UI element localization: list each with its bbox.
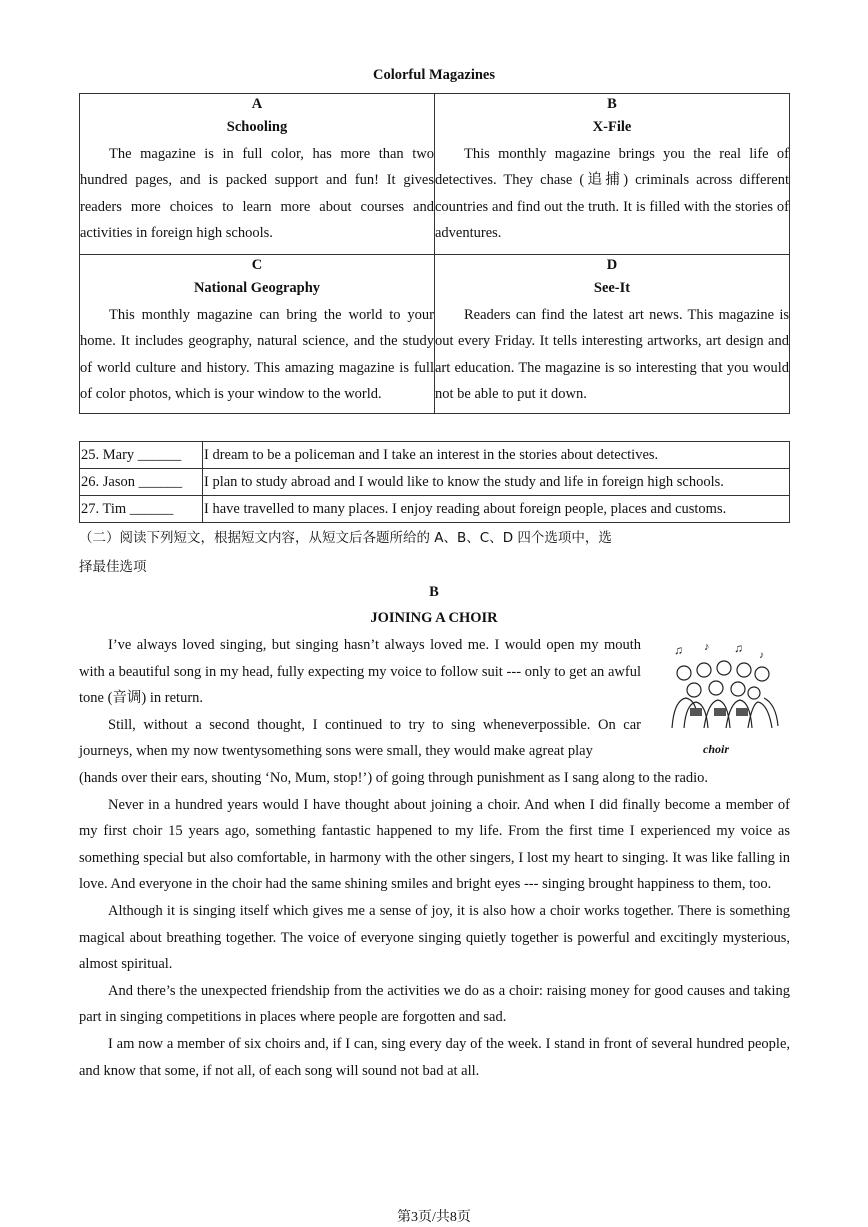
choir-illustration: [654, 638, 788, 738]
magazine-letter: C: [251, 257, 263, 273]
matching-row: [80, 469, 790, 496]
article-paragraph: Never in a hundred years would I have thought about joining a choir. And when I did finally become a member of my first choir 15 years ago, something fantastic happened to my life. From the first time I experienced my voice as something special but also comfortable, in harmony with the other singers, I lost my heart to singing. It was like falling in love. And everyone in the choir had the same shining smiles and bright eyes --- singing brought happiness to them, too.: [79, 796, 790, 893]
image-caption: choir: [703, 742, 730, 756]
person-statement: I dream to be a policeman and I take an interest in the stories about detectives.: [203, 442, 790, 469]
magazine-name: Schooling: [226, 119, 288, 135]
instruction-line: 择最佳选项: [79, 559, 147, 575]
article-paragraph: I’ve always loved singing, but singing hasn’t always loved me. I would open my mouth with a beautiful song in my head, fully expecting my voice to follow suit --- only to get an awful tone (音调) in return.: [79, 637, 641, 707]
magazine-cell-c: [80, 255, 435, 414]
magazine-letter: D: [606, 257, 618, 273]
person-statement: I have travelled to many places. I enjoy reading about foreign people, places and customs.: [203, 496, 790, 523]
instruction-line: （二）阅读下列短文，根据短文内容，从短文后各题所给的 A、B、C、D 四个选项中，选: [79, 530, 612, 546]
magazine-description: Readers can find the latest art news. This magazine is out every Friday. It tells interesting artworks, art design and art education. The magazine is so interesting that you would not be able to put it down.: [435, 306, 789, 402]
magazine-letter: B: [607, 96, 617, 112]
article-paragraph: I am now a member of six choirs and, if I can, sing every day of the week. I stand in front of several hundred people, and know that some, if not all, of each song will sound not bad at all.: [79, 1035, 790, 1079]
question-blank[interactable]: 26. Jason ______: [80, 469, 203, 496]
magazine-description: The magazine is in full color, has more than two hundred pages, and is packed support and fun! It gives readers more choices to learn more about courses and activities in foreign high schools.: [80, 145, 434, 241]
person-statement: I plan to study abroad and I would like to know the study and life in foreign high schools.: [203, 469, 790, 496]
magazine-cell-b: [435, 94, 790, 255]
svg-text:♫: ♫: [734, 641, 743, 655]
matching-row: [80, 496, 790, 523]
magazine-cell-d: [435, 255, 790, 414]
article-paragraph: And there’s the unexpected friendship from the activities we do as a choir: raising money for good causes and taking part in singing competitions in places where people are forgotten and sad.: [79, 982, 790, 1026]
magazine-name: X-File: [592, 119, 632, 135]
svg-text:♫: ♫: [674, 643, 683, 657]
section-letter: B: [429, 584, 439, 600]
page-number: 第3页/共8页: [397, 1210, 471, 1225]
page-title: Colorful Magazines: [372, 67, 496, 83]
article-title: JOINING A CHOIR: [370, 610, 498, 626]
magazine-description: This monthly magazine can bring the world to your home. It includes geography, natural science, and the study of world culture and history. This amazing magazine is full of color photos, which is your window to the world.: [80, 306, 434, 402]
magazine-letter: A: [251, 96, 263, 112]
magazine-description: This monthly magazine brings you the real life of detectives. They chase (追捕) criminals across different countries and find out the truth. It is filled with the stories of adventures.: [435, 145, 789, 241]
section-instructions: [79, 524, 719, 582]
matching-table: [79, 441, 790, 523]
question-blank[interactable]: 27. Tim ______: [80, 496, 203, 523]
svg-text:♪: ♪: [704, 641, 710, 653]
magazine-cell-a: [80, 94, 435, 255]
article-paragraph-continuation: (hands over their ears, shouting ‘No, Mum, stop!’) of going through punishment as I sang along to the radio.: [79, 769, 709, 786]
svg-text:♪: ♪: [759, 650, 764, 661]
magazine-name: See-It: [593, 280, 631, 296]
article-paragraph: Still, without a second thought, I continued to try to sing wheneverpossible. On car journeys, when my now twentysomething sons were small, they would make agreat play: [79, 716, 641, 760]
article-paragraph: Although it is singing itself which gives me a sense of joy, it is also how a choir works together. There is something magical about breathing together. The voice of everyone singing quietly together is powerful and excitingly mysterious, almost spiritual.: [79, 902, 790, 973]
magazine-table: [79, 93, 790, 414]
question-blank[interactable]: 25. Mary ______: [80, 442, 203, 469]
matching-row: [80, 442, 790, 469]
magazine-name: National Geography: [193, 280, 321, 296]
